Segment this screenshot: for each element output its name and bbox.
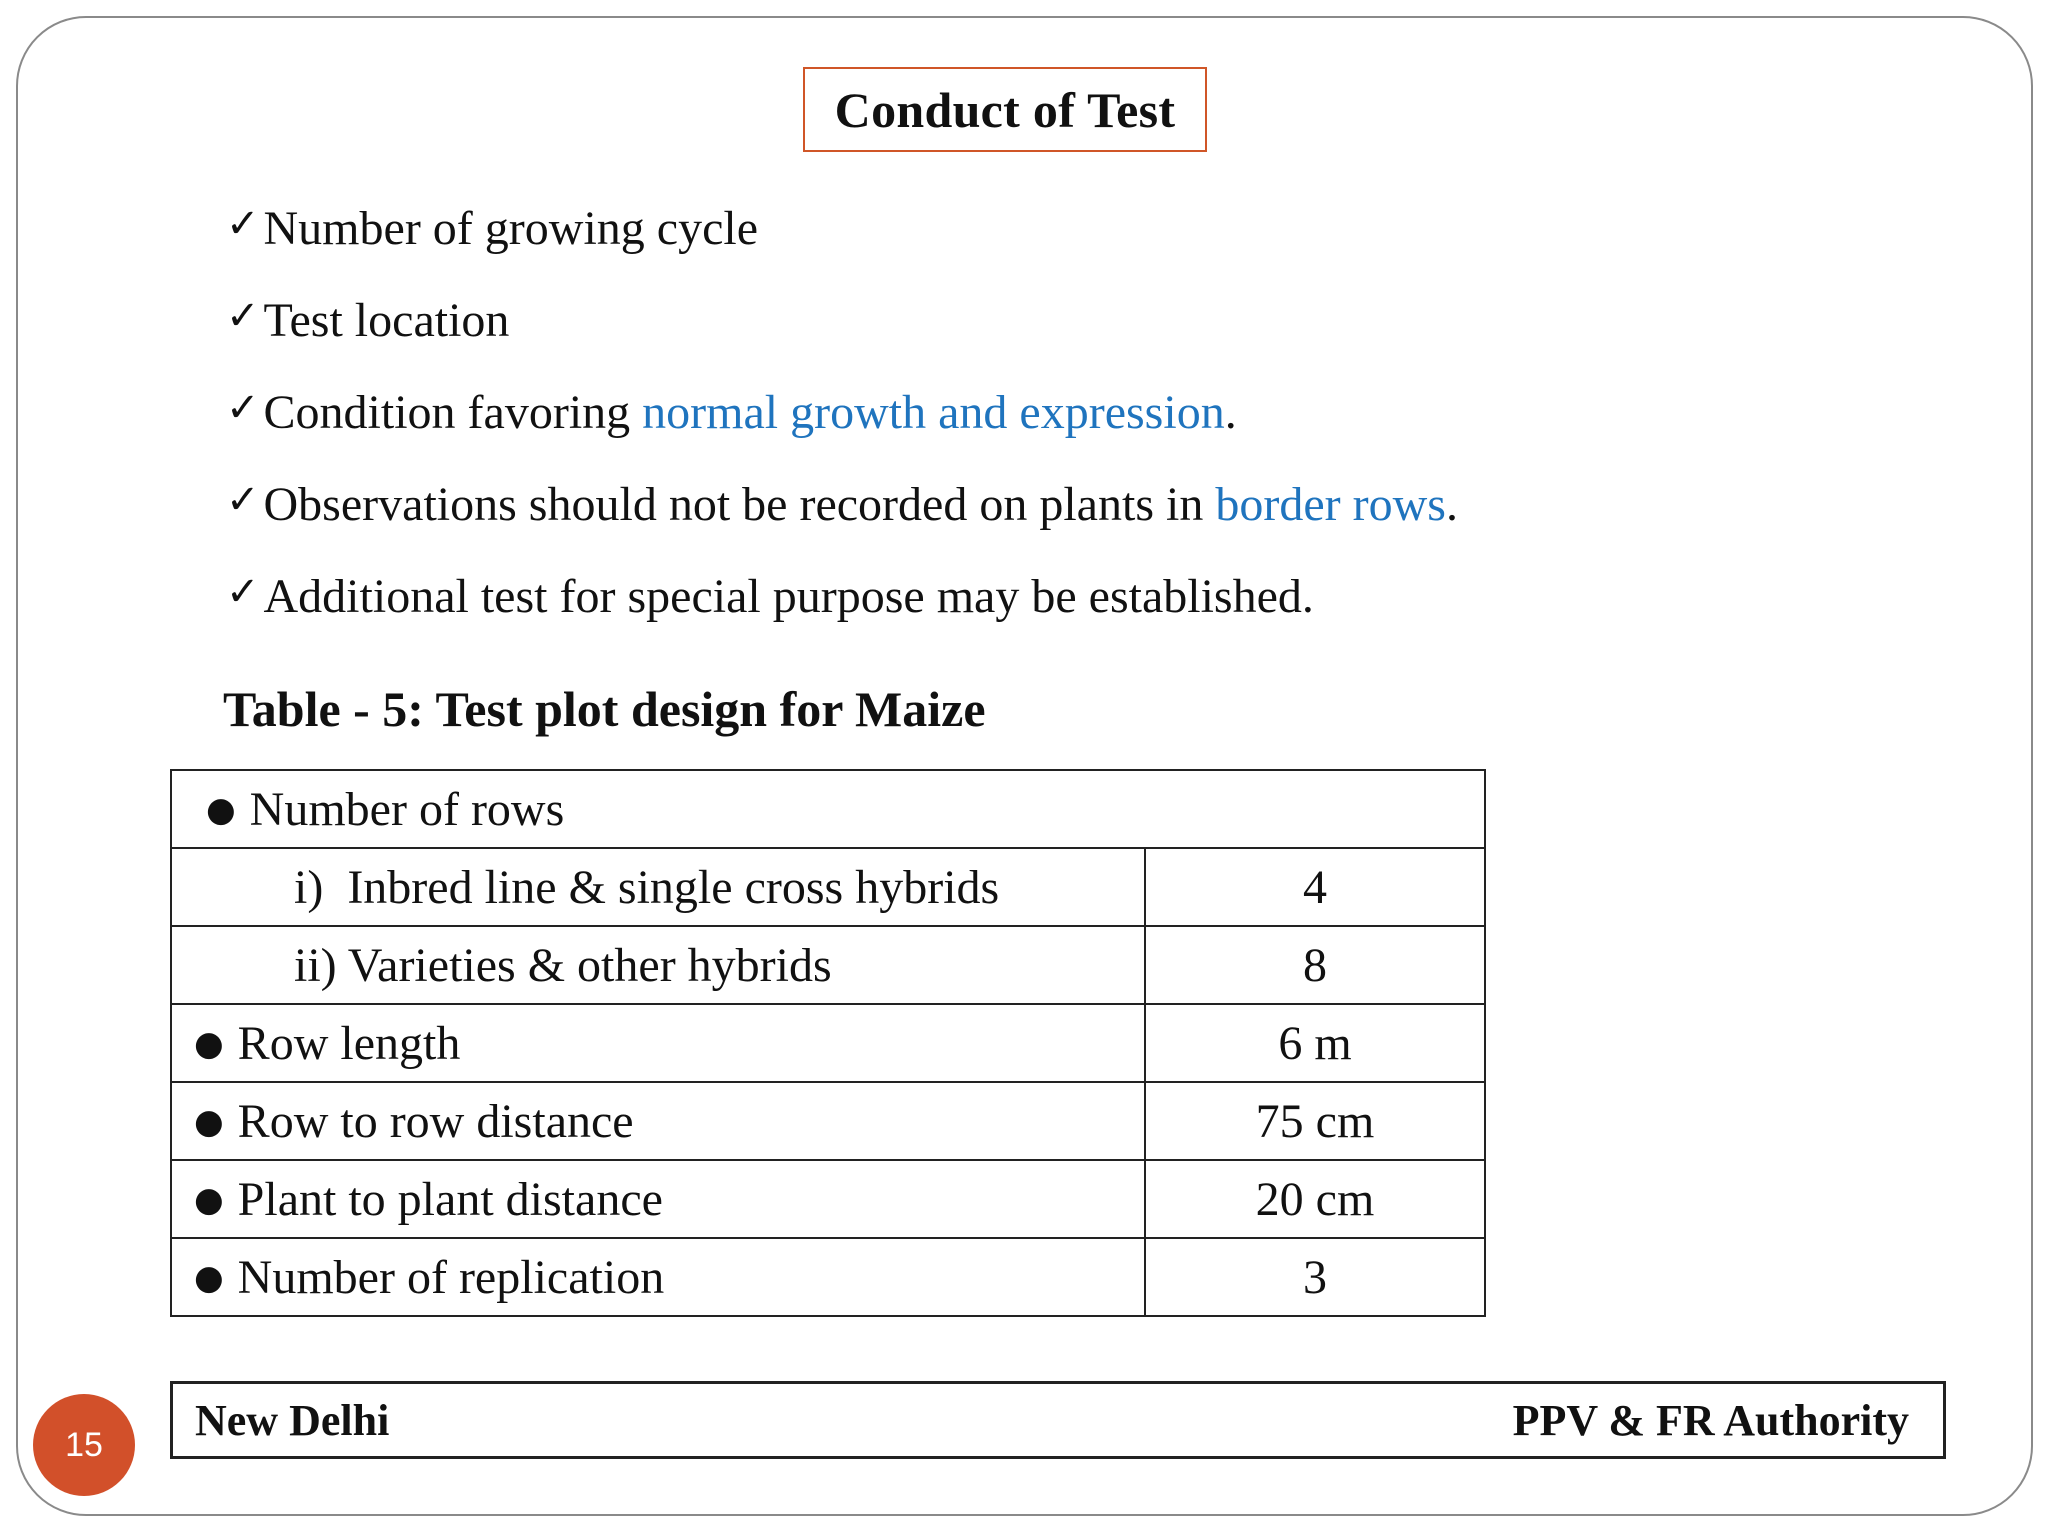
row-label: Number of replication	[237, 1250, 665, 1304]
bullet-item	[226, 366, 1826, 458]
bullet-text: Additional test for special purpose may be established.	[263, 569, 1314, 623]
footer-bar	[170, 1381, 1946, 1459]
row-label: Row to row distance	[237, 1094, 634, 1148]
bullet-item	[226, 274, 1826, 366]
checkmark-icon: ✓	[226, 385, 260, 431]
bullet-dot-icon: ●	[194, 1257, 224, 1298]
bullet-suffix: .	[1445, 477, 1458, 531]
table-cell-value: 4	[1145, 848, 1485, 926]
checkmark-icon: ✓	[226, 477, 260, 523]
bullet-dot-icon: ●	[194, 1101, 224, 1142]
table-row	[171, 1238, 1485, 1316]
table-row	[171, 1082, 1485, 1160]
table-cell-label	[171, 770, 1485, 848]
slide-title	[803, 67, 1207, 152]
bullet-text	[264, 385, 1237, 440]
bullet-text-plain: Observations should not be recorded on plants in	[263, 477, 1216, 531]
table-row	[171, 848, 1485, 926]
table-row	[171, 1004, 1485, 1082]
slide-title-text: Conduct of Test	[834, 81, 1176, 138]
table-cell-value: 8	[1145, 926, 1485, 1004]
bullet-dot-icon: ●	[206, 789, 236, 830]
page-number-badge	[33, 1394, 135, 1496]
table-row	[171, 770, 1485, 848]
bullet-item	[226, 550, 1826, 642]
bullet-suffix: .	[1224, 385, 1237, 439]
checkmark-icon: ✓	[226, 201, 260, 247]
bullet-dot-icon: ●	[194, 1179, 224, 1220]
footer-organization: PPV & FR Authority	[1512, 1395, 1909, 1445]
bullet-item	[226, 458, 1826, 550]
table-caption: Table - 5: Test plot design for Maize	[223, 681, 986, 737]
table-cell-value: 3	[1145, 1238, 1485, 1316]
bullet-text: Number of growing cycle	[263, 201, 759, 255]
row-label: Number of rows	[249, 782, 565, 836]
checkmark-icon: ✓	[226, 569, 260, 615]
bullet-highlight: normal growth and expression	[642, 385, 1225, 439]
footer-location: New Delhi	[195, 1395, 390, 1445]
bullet-highlight: border rows	[1215, 477, 1446, 531]
bullet-text: Test location	[263, 293, 510, 347]
row-label: Plant to plant distance	[237, 1172, 663, 1226]
table-row	[171, 926, 1485, 1004]
row-label: i) Inbred line & single cross hybrids	[294, 860, 1000, 914]
table-cell-label	[171, 848, 1145, 926]
bullet-text-plain: Condition favoring	[263, 385, 643, 439]
table-cell-label	[171, 1082, 1145, 1160]
table-row	[171, 1160, 1485, 1238]
row-label: ii) Varieties & other hybrids	[294, 938, 832, 992]
table-cell-label	[171, 926, 1145, 1004]
bullet-text	[264, 477, 1458, 532]
table-cell-value: 20 cm	[1145, 1160, 1485, 1238]
checkmark-icon: ✓	[226, 293, 260, 339]
table-cell-label	[171, 1160, 1145, 1238]
bullet-list	[226, 182, 1826, 642]
table-cell-label	[171, 1004, 1145, 1082]
row-label: Row length	[237, 1016, 461, 1070]
page-number: 15	[65, 1425, 103, 1464]
bullet-dot-icon: ●	[194, 1023, 224, 1064]
table-cell-value: 75 cm	[1145, 1082, 1485, 1160]
bullet-item	[226, 182, 1826, 274]
table-cell-value: 6 m	[1145, 1004, 1485, 1082]
plot-design-table	[170, 769, 1486, 1317]
table-cell-label	[171, 1238, 1145, 1316]
